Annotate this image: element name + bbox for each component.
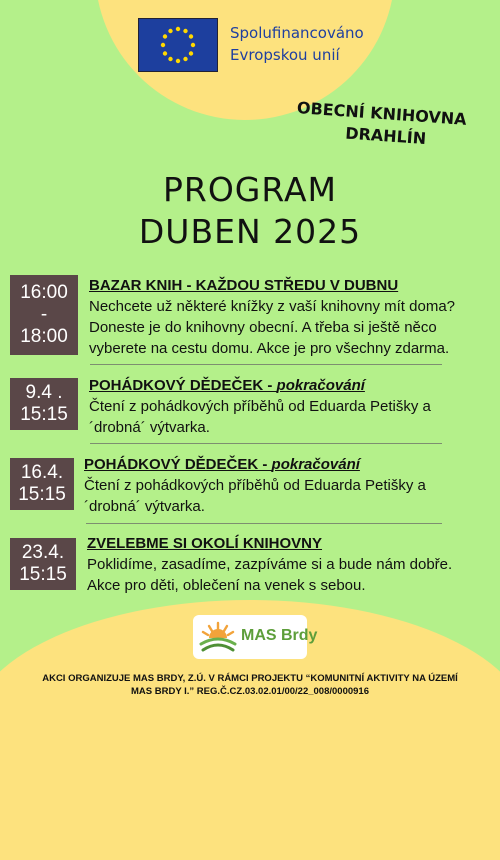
library-name [295, 97, 498, 155]
event-divider [86, 523, 442, 524]
event-4-time: 15:15 [19, 564, 67, 585]
event-1-desc-line3: vyberete na cestu domu. Akce je pro všechny zdarma. [89, 340, 450, 357]
event-3-description [84, 475, 426, 517]
event-4-desc-line1: Poklidíme, zasadíme, zazpíváme si a bude nám dobře. [87, 556, 453, 573]
event-2-title [89, 377, 365, 394]
footer-note [0, 672, 500, 698]
event-1-time-start: 16:00 [20, 282, 68, 303]
event-2-title-main: POHÁDKOVÝ DĚDEČEK - [89, 377, 277, 394]
event-1-desc-line2: Doneste je do knihovny obecní. A třeba si ještě něco [89, 319, 437, 336]
event-3-time: 15:15 [18, 484, 66, 505]
event-4-date: 23.4. [21, 542, 65, 563]
event-3-title-suffix: pokračování [271, 456, 360, 473]
event-4-time-box [10, 538, 76, 590]
event-1-desc-line1: Nechcete už některé knížky z vaší knihovny mít doma? [89, 298, 455, 315]
mas-brdy-emblem-icon [199, 620, 237, 654]
event-1-description [89, 296, 455, 359]
mas-brdy-logo-text: MAS Brdy [241, 627, 318, 644]
program-title: PROGRAM [162, 170, 337, 209]
event-4-desc-line2: Akce pro děti, oblečení na venek s sebou. [87, 577, 366, 594]
event-1-time-box [10, 275, 78, 355]
footer-line2: MAS BRDY I.” REG.Č.CZ.03.02.01/00/22_008/0000916 [131, 686, 369, 697]
event-3-title-main: POHÁDKOVÝ DĚDEČEK - [84, 456, 272, 473]
eu-logo-line1: Spolufinancováno [230, 24, 364, 42]
event-2-title-suffix: pokračování [276, 377, 365, 394]
event-divider [90, 443, 442, 444]
event-1-time-end: 18:00 [20, 326, 68, 347]
event-3-time-box [10, 458, 74, 510]
event-2-description [89, 396, 431, 438]
event-2-desc-line2: ´drobná´ výtvarka. [89, 419, 210, 436]
event-4-title: ZVELEBME SI OKOLÍ KNIHOVNY [87, 535, 323, 552]
event-1-title: BAZAR KNIH - KAŽDOU STŘEDU V DUBNU [89, 277, 399, 294]
eu-logo-line2: Evropskou unií [230, 46, 340, 64]
event-2-desc-line1: Čtení z pohádkových příběhů od Eduarda Petišky a [89, 398, 431, 415]
eu-cofinanced-logo [138, 18, 386, 76]
library-name-line2: DRAHLÍN [344, 123, 427, 149]
program-month: DUBEN 2025 [138, 212, 362, 251]
library-name-line1: OBECNÍ KNIHOVNA [296, 98, 468, 129]
event-1-time-dash: - [40, 304, 48, 325]
footer-line1: AKCI ORGANIZUJE MAS BRDY, Z.Ú. V RÁMCI PROJEKTU “KOMUNITNÍ AKTIVITY NA ÚZEMÍ [42, 673, 458, 684]
event-3-date: 16.4. [20, 462, 64, 483]
mas-brdy-logo [193, 615, 318, 659]
event-divider [90, 364, 442, 365]
event-2-time: 15:15 [20, 404, 68, 425]
event-2-date: 9.4 . [25, 382, 63, 403]
event-3-title [84, 456, 360, 473]
event-3-desc-line2: ´drobná´ výtvarka. [84, 498, 205, 515]
event-3-desc-line1: Čtení z pohádkových příběhů od Eduarda Petišky a [84, 477, 426, 494]
event-2-time-box [10, 378, 78, 430]
eu-logo-text [230, 22, 364, 66]
event-4-description [87, 554, 452, 596]
eu-flag-icon [138, 18, 218, 72]
